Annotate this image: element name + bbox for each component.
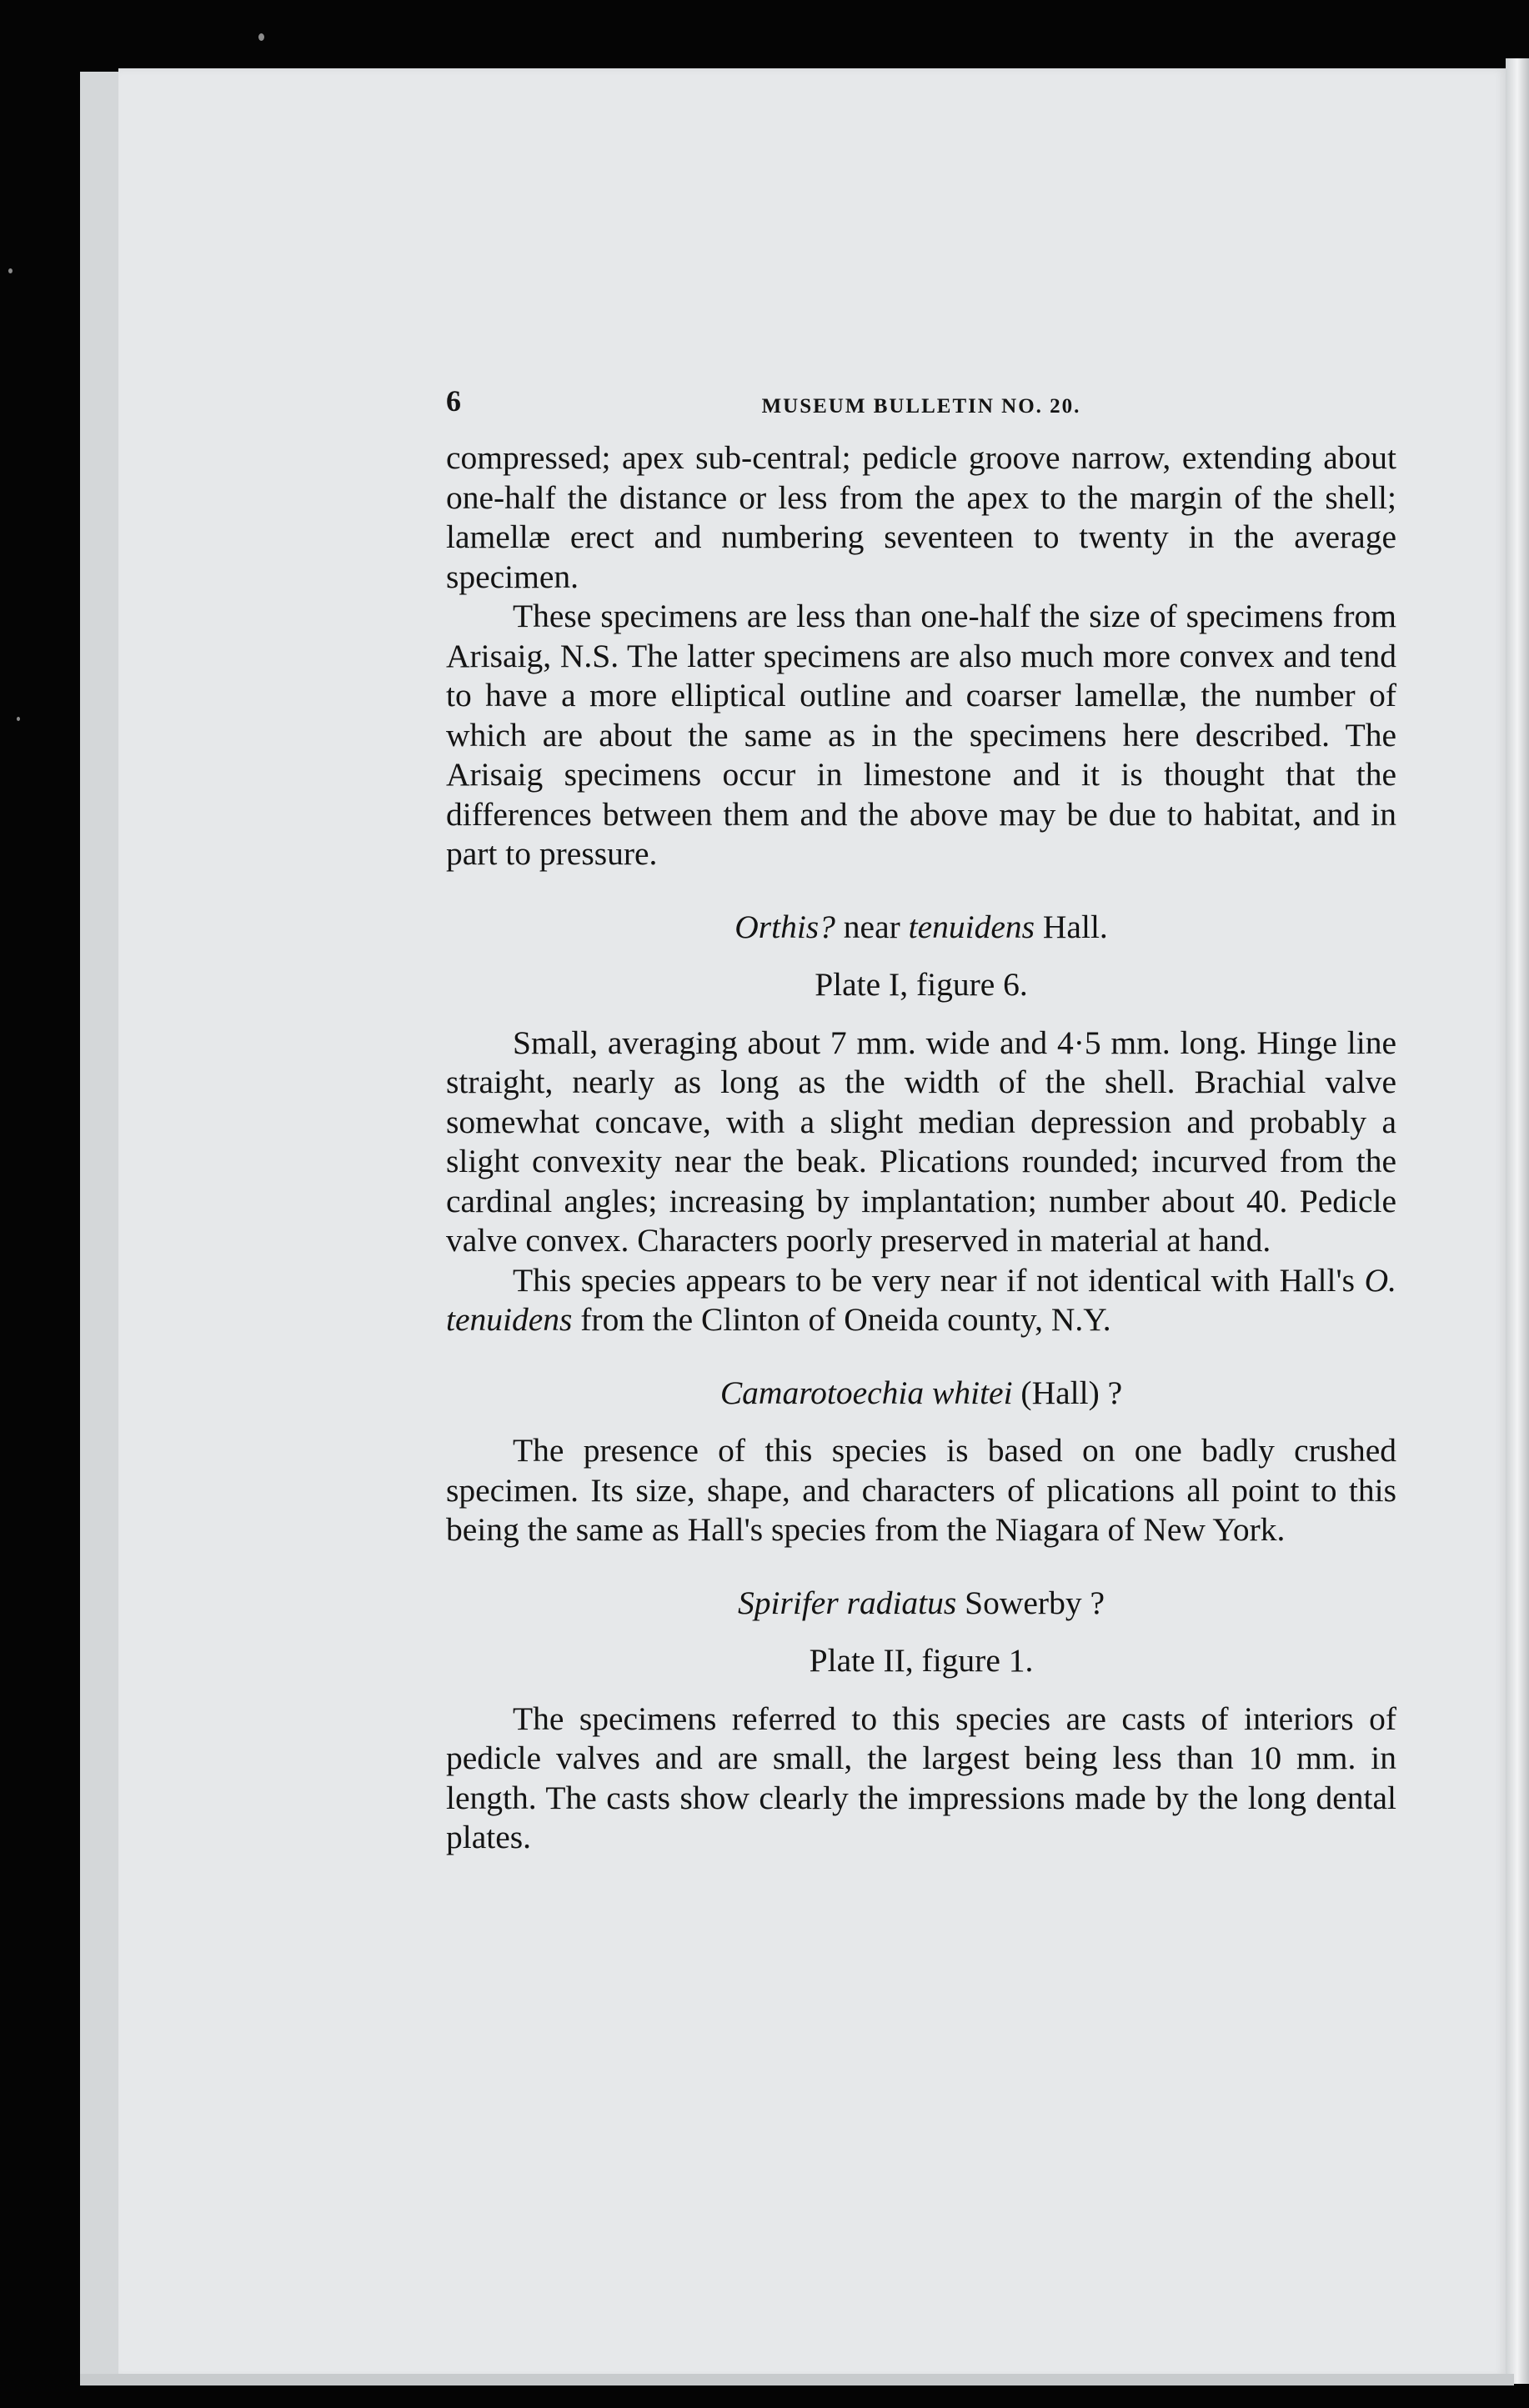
species-name: Camarotoechia whitei bbox=[719, 1374, 1013, 1411]
species-heading-spirifer bbox=[446, 1584, 1396, 1624]
paragraph: The presence of this species is based on one badly crushed specimen. Its size, shape, and characters of plications all point to this being the same as Hall's species from the Niagara of New York. bbox=[446, 1432, 1396, 1548]
scan-speck bbox=[8, 268, 13, 273]
scan-speck bbox=[17, 717, 20, 721]
text-run: from the Clinton of Oneida county, N.Y. bbox=[572, 1301, 1111, 1338]
paragraph: compressed; apex sub-central; pedicle groove narrow, extending about one-half the distance or less from the apex to the margin of the shell; lamellæ erect and numbering seventeen to twenty in the average specimen. bbox=[446, 439, 1396, 595]
paragraph: The specimens referred to this species are casts of interiors of pedicle valves and are small, the largest being less than 10 mm. in length. The casts show clearly the impressions made by the long dental plates. bbox=[446, 1700, 1396, 1855]
genus-name: Orthis? bbox=[734, 908, 835, 945]
scan-speck bbox=[258, 33, 264, 41]
species-name: tenuidens bbox=[908, 908, 1035, 945]
page-number: 6 bbox=[446, 384, 461, 418]
species-name: Spirifer radiatus bbox=[738, 1584, 957, 1621]
heading-text: near bbox=[835, 908, 909, 945]
paragraph bbox=[446, 1261, 1396, 1340]
plate-reference: Plate I, figure 6. bbox=[815, 966, 1028, 1003]
author-name: Hall. bbox=[1035, 908, 1108, 945]
plate-reference: Plate II, figure 1. bbox=[809, 1642, 1034, 1679]
running-head: MUSEUM BULLETIN NO. 20. bbox=[761, 395, 1081, 418]
page-header bbox=[446, 382, 1396, 432]
species-name: O. tenuidens bbox=[446, 1261, 1396, 1338]
paragraph: These specimens are less than one-half the size of specimens from Arisaig, N.S. The latter specimens are also much more convex and tend to have a more elliptical outline and coarser lamellæ, the number of which are about the same as in the specimens here described. The Arisaig specimens occur in limestone and it is thought that the differences between them and the above may be due to habitat, and in part to pressure. bbox=[446, 598, 1396, 872]
page-bottom-edge bbox=[80, 2374, 1514, 2385]
text-run: This species appears to be very near if not identical with Hall's bbox=[513, 1261, 1365, 1299]
author-name: Sowerby ? bbox=[956, 1584, 1105, 1621]
species-heading-orthis bbox=[446, 908, 1396, 948]
document-text bbox=[446, 382, 1396, 1858]
page-right-edge bbox=[1506, 58, 1529, 2384]
paragraph: Small, averaging about 7 mm. wide and 4·5 mm. long. Hinge line straight, nearly as long as the width of the shell. Brachial valve somewhat concave, with a slight median depression and probably a slight convexity near the beak. Plications rounded; incurved from the cardinal angles; increasing by implantation; number about 40. Pedicle valve convex. Characters poorly preserved in material at hand. bbox=[446, 1024, 1396, 1259]
species-heading-camarotoechia bbox=[446, 1374, 1396, 1414]
author-name: (Hall) ? bbox=[1012, 1374, 1123, 1411]
